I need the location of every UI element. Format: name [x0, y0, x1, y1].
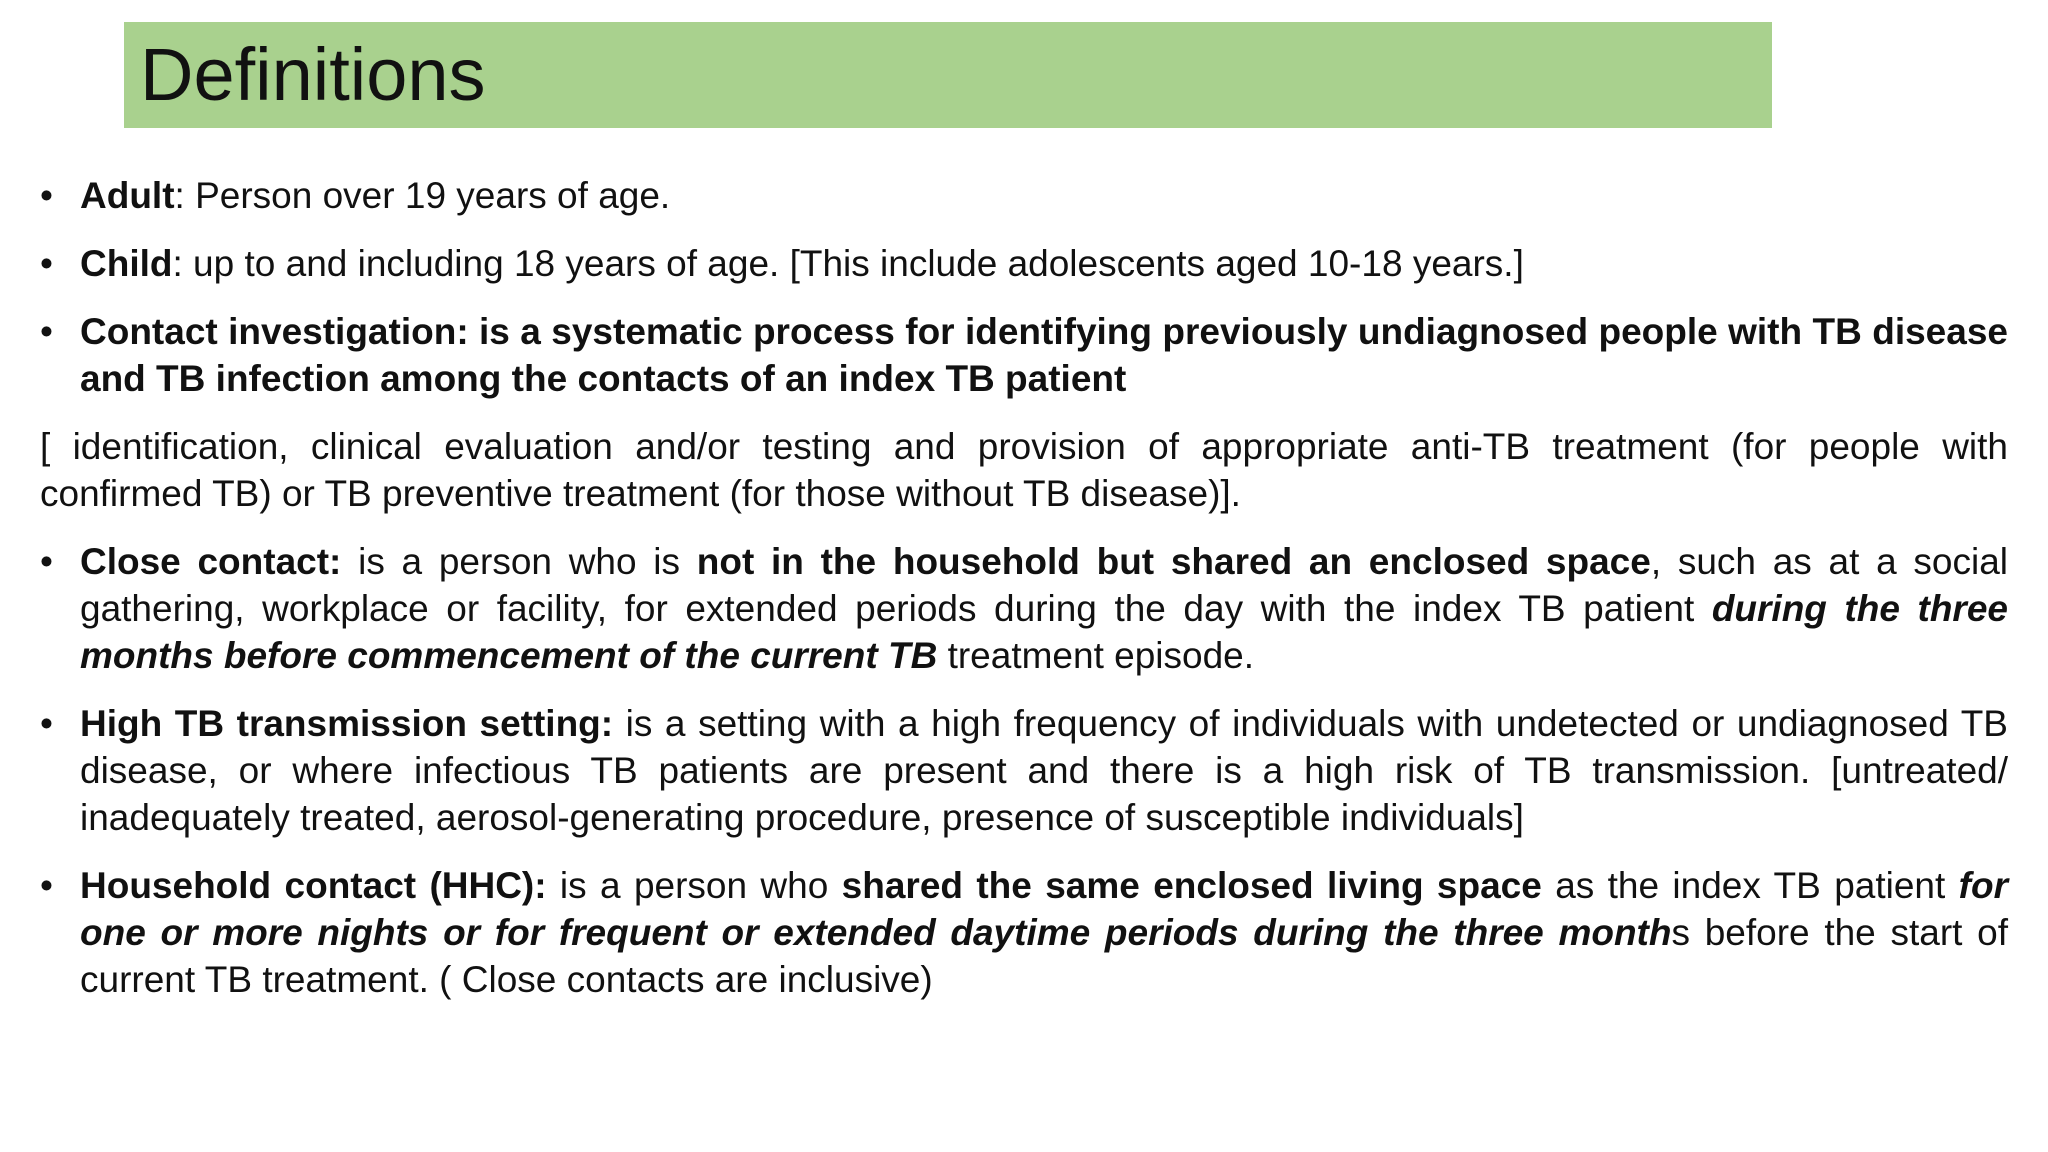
definition-text: : Person over 19 years of age. — [174, 175, 671, 216]
definition-text: , such as at a social gathering, workplace or facility, for extended periods during the day with the index TB patient — [80, 541, 2009, 629]
definition-text: is a person who is — [341, 541, 697, 582]
page-title: Definitions — [140, 33, 486, 116]
title-bar — [124, 22, 1772, 128]
bullet-icon: • — [40, 865, 53, 906]
bullet-icon: • — [40, 703, 53, 744]
definition-text: : up to and including 18 years of age. [This include adolescents aged 10-18 years.] — [172, 243, 1524, 284]
definition-term: Adult — [80, 175, 175, 216]
definition-high-tb-transmission — [40, 700, 2008, 841]
definitions-content — [40, 172, 2008, 1024]
definition-child — [40, 240, 2008, 287]
definition-term: Child — [80, 243, 173, 284]
definition-text: s before the start of current TB treatment. ( Close contacts are inclusive) — [80, 912, 2008, 1000]
bullet-icon: • — [40, 243, 53, 284]
bullet-icon: • — [40, 311, 53, 352]
definition-emphasis: not in the household but shared an enclosed space — [696, 541, 1651, 582]
definition-contact-investigation — [40, 308, 2008, 402]
definition-emphasis-italic: for one or more nights or for frequent or extended daytime periods during the three month — [80, 865, 2008, 953]
definition-text: is a person who — [546, 865, 842, 906]
bullet-icon: • — [40, 175, 53, 216]
definition-adult — [40, 172, 2008, 219]
definition-term: Household contact (HHC): — [80, 865, 547, 906]
definition-term: Close contact: — [80, 541, 342, 582]
definition-text: is a setting with a high frequency of individuals with undetected or undiagnosed TB disease, or where infectious TB patients are present and there is a high risk of TB transmission. [untreated/ inadequately treated, aerosol-generating procedure, presence of susceptible individuals] — [80, 703, 2008, 838]
definition-close-contact — [40, 538, 2008, 679]
contact-investigation-note: [ identification, clinical evaluation and/or testing and provision of appropriate anti-TB treatment (for people with confirmed TB) or TB preventive treatment (for those without TB disease)]. — [40, 426, 2008, 514]
definition-household-contact — [40, 862, 2008, 1003]
definition-term: High TB transmission setting: — [80, 703, 614, 744]
bullet-icon: • — [40, 541, 53, 582]
definition-text: as the index TB patient — [1541, 865, 1959, 906]
definition-term: Contact investigation: is a systematic process for identifying previously undiagnosed people with TB disease and TB infection among the contacts of an index TB patient — [80, 311, 2008, 399]
definition-text: treatment episode. — [937, 635, 1255, 676]
definition-emphasis: shared the same enclosed living space — [841, 865, 1542, 906]
definition-emphasis-italic: during the three months before commencement of the current TB — [80, 588, 2008, 676]
